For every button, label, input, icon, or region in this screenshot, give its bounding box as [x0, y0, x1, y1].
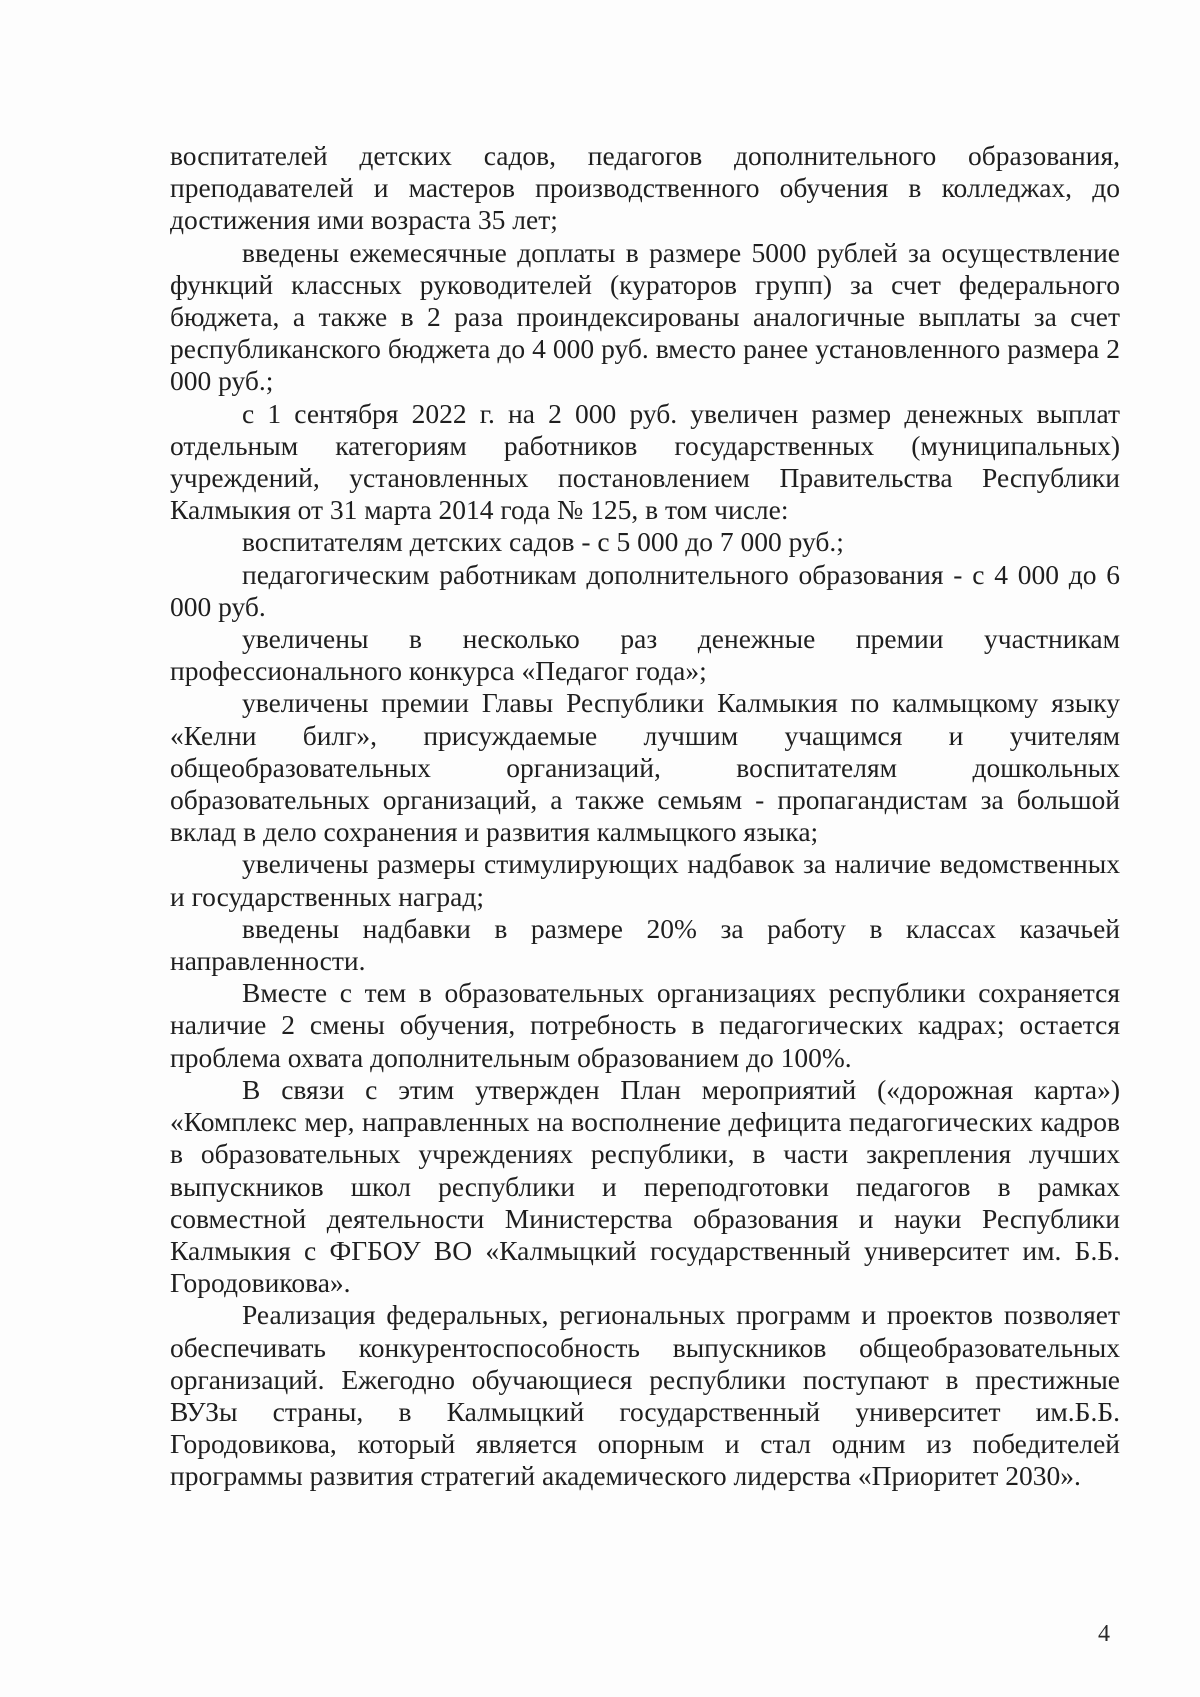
paragraph-4: воспитателям детских садов - с 5 000 до 7 000 руб.;: [242, 526, 844, 558]
paragraph-12: Реализация федеральных, региональных программ и проектов позволяет обеспечивать конкурентоспособность выпускников общеобразовательных организаций. Ежегодно обучающиеся республики поступают в престижные ВУЗы страны, в Калмыцкий государственный университет им.Б.Б. Городовикова, который является опорным и стал одним из победителей программы развития стратегий академического лидерства «Приоритет 2030».: [170, 1299, 1120, 1492]
paragraph-1: воспитателей детских садов, педагогов дополнительного образования, преподавателей и мастеров производственного обучения в колледжах, до достижения ими возраста 35 лет;: [170, 140, 1120, 236]
paragraph-11: В связи с этим утвержден План мероприятий («дорожная карта») «Комплекс мер, направленных на восполнение дефицита педагогических кадров в образовательных учреждениях республики, в части закрепления лучших выпускников школ республики и переподготовки педагогов в рамках совместной деятельности Министерства образования и науки Республики Калмыкия с ФГБОУ ВО «Калмыцкий государственный университет им. Б.Б. Городовикова».: [170, 1073, 1120, 1299]
paragraph-8: увеличены размеры стимулирующих надбавок за наличие ведомственных и государственных наград;: [170, 848, 1120, 912]
paragraph-2: введены ежемесячные доплаты в размере 5000 рублей за осуществление функций классных руководителей (кураторов групп) за счет федерального бюджета, а также в 2 раза проиндексированы аналогичные выплаты за счет республиканского бюджета до 4 000 руб. вместо ранее установленного размера 2 000 руб.;: [170, 236, 1120, 397]
paragraph-5: педагогическим работникам дополнительного образования - с 4 000 до 6 000 руб.: [170, 558, 1120, 622]
paragraph-6: увеличены в несколько раз денежные премии участникам профессионального конкурса «Педагог года»;: [170, 623, 1120, 687]
paragraph-3: с 1 сентября 2022 г. на 2 000 руб. увеличен размер денежных выплат отдельным категориям работников государственных (муниципальных) учреждений, установленных постановлением Правительства Республики Калмыкия от 31 марта 2014 года № 125, в том числе:: [170, 397, 1120, 526]
paragraph-7: увеличены премии Главы Республики Калмыкия по калмыцкому языку «Келни билг», присуждаемые лучшим учащимся и учителям общеобразовательных организаций, воспитателям дошкольных образовательных организаций, а также семьям - пропагандистам за большой вклад в дело сохранения и развития калмыцкого языка;: [170, 687, 1120, 848]
document-body: [170, 140, 1120, 1493]
page-number: 4: [1098, 1621, 1110, 1647]
paragraph-10: Вместе с тем в образовательных организациях республики сохраняется наличие 2 смены обучения, потребность в педагогических кадрах; остается проблема охвата дополнительным образованием до 100%.: [170, 977, 1120, 1073]
paragraph-9: введены надбавки в размере 20% за работу в классах казачьей направленности.: [170, 912, 1120, 977]
